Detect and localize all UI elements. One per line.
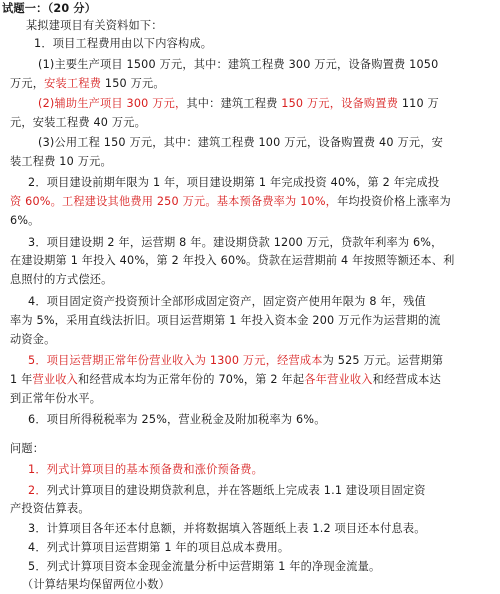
item-4-line-3: 动资金。 <box>10 333 56 346</box>
question-3: 3．计算项目各年还本付息额，并将数据填入答题纸上表 1.2 项目还本付息表。 <box>28 522 426 535</box>
highlighted-text: 资 60%。 <box>10 195 62 208</box>
item-3-line-1: 3．项目建设期 2 年，运营期 8 年。建设期贷款 1200 万元，贷款年利率为 6%， <box>28 236 443 249</box>
text-fragment: 万元， <box>10 77 45 90</box>
text-fragment: 110 万 <box>398 97 439 110</box>
item-3-line-3: 息照付的方式偿还。 <box>10 273 113 286</box>
item-1-3-line-1: (3)公用工程 150 万元，其中：建筑工程费 100 万元，设备购置费 40 万元，安 <box>38 136 443 149</box>
question-2-line-1 <box>28 482 426 500</box>
text-fragment: 年均投资价格上涨率为 <box>337 195 451 208</box>
text-fragment: 列式计算项目的建设期贷款利息，并在答题纸上完成表 1.1 建设项目固定资 <box>46 484 426 497</box>
highlighted-text: 2． <box>28 484 47 497</box>
item-1-heading: 1．项目工程费用由以下内容构成。 <box>34 37 213 50</box>
item-5-line-2 <box>10 371 441 389</box>
questions-label: 问题： <box>10 442 45 455</box>
highlighted-text: 各年营业收入 <box>304 373 373 386</box>
item-6: 6．项目所得税税率为 25%，营业税金及附加税率为 6%。 <box>28 413 326 426</box>
question-2-line-2: 产投资估算表。 <box>10 502 90 515</box>
intro-text: 某拟建项目有关资料如下： <box>26 19 163 32</box>
highlighted-text: 5．项目运营期正常年份营业收入为 1300 万元， <box>28 354 278 367</box>
highlighted-text: 工程建设其他费用 250 万元。基本预备费率为 <box>62 195 301 208</box>
item-5-line-3: 到正常年份水平。 <box>10 392 102 405</box>
item-1-3-line-2: 装工程费 10 万元。 <box>10 155 112 168</box>
text-fragment: 和经营成本均为正常年份的 70%，第 2 年起 <box>78 373 305 386</box>
item-4-line-1: 4．项目固定资产投资预计全部形成固定资产，固定资产使用年限为 8 年，残值 <box>28 295 426 308</box>
highlighted-text: 设备购置费 <box>341 97 399 110</box>
item-1-2-line-2: 元，安装工程费 40 万元。 <box>10 116 147 129</box>
highlighted-text: 150 万元， <box>281 97 342 110</box>
item-1-2-line-1 <box>38 95 439 113</box>
text-fragment: 和经营成本达 <box>372 373 441 386</box>
item-4-line-2: 率为 5%，采用直线法折旧。项目运营期第 1 年投入资本金 200 万元作为运营期的流 <box>10 314 441 327</box>
rounding-note: （计算结果均保留两位小数） <box>22 578 171 591</box>
text-fragment: 1 年 <box>10 373 33 386</box>
item-5-line-1 <box>28 352 443 370</box>
question-title: 试题一：（20 分） <box>2 2 97 15</box>
highlighted-text: 营业收入 <box>32 373 79 386</box>
highlighted-text: (2)辅助生产项目 300 万元， <box>38 97 187 110</box>
question-4: 4．列式计算项目运营期第 1 年的项目总成本费用。 <box>28 541 290 554</box>
item-2-line-3: 6%。 <box>10 214 40 227</box>
highlighted-text: 安装工程费 <box>44 77 102 90</box>
highlighted-text: 10%， <box>300 195 338 208</box>
highlighted-text: 经营成本 <box>277 354 323 367</box>
item-3-line-2: 在建设期第 1 年投入 40%，第 2 年投入 60%。贷款在运营期前 4 年按照等额还本、利 <box>10 254 455 267</box>
question-1: 1．列式计算项目的基本预备费和涨价预备费。 <box>28 463 264 476</box>
item-2-line-2 <box>10 193 451 211</box>
text-fragment: 为 525 万元。运营期第 <box>322 354 444 367</box>
question-5: 5．列式计算项目资本金现金流量分析中运营期第 1 年的净现金流量。 <box>28 560 381 573</box>
text-fragment: 150 万元。 <box>101 77 165 90</box>
item-1-1-line-2 <box>10 75 165 93</box>
item-1-1-line-1: (1)主要生产项目 1500 万元，其中：建筑工程费 300 万元，设备购置费 1050 <box>38 58 439 71</box>
text-fragment: 其中：建筑工程费 <box>186 97 282 110</box>
item-2-line-1: 2．项目建设前期年限为 1 年，项目建设期第 1 年完成投资 40%，第 2 年完成投 <box>28 176 440 189</box>
